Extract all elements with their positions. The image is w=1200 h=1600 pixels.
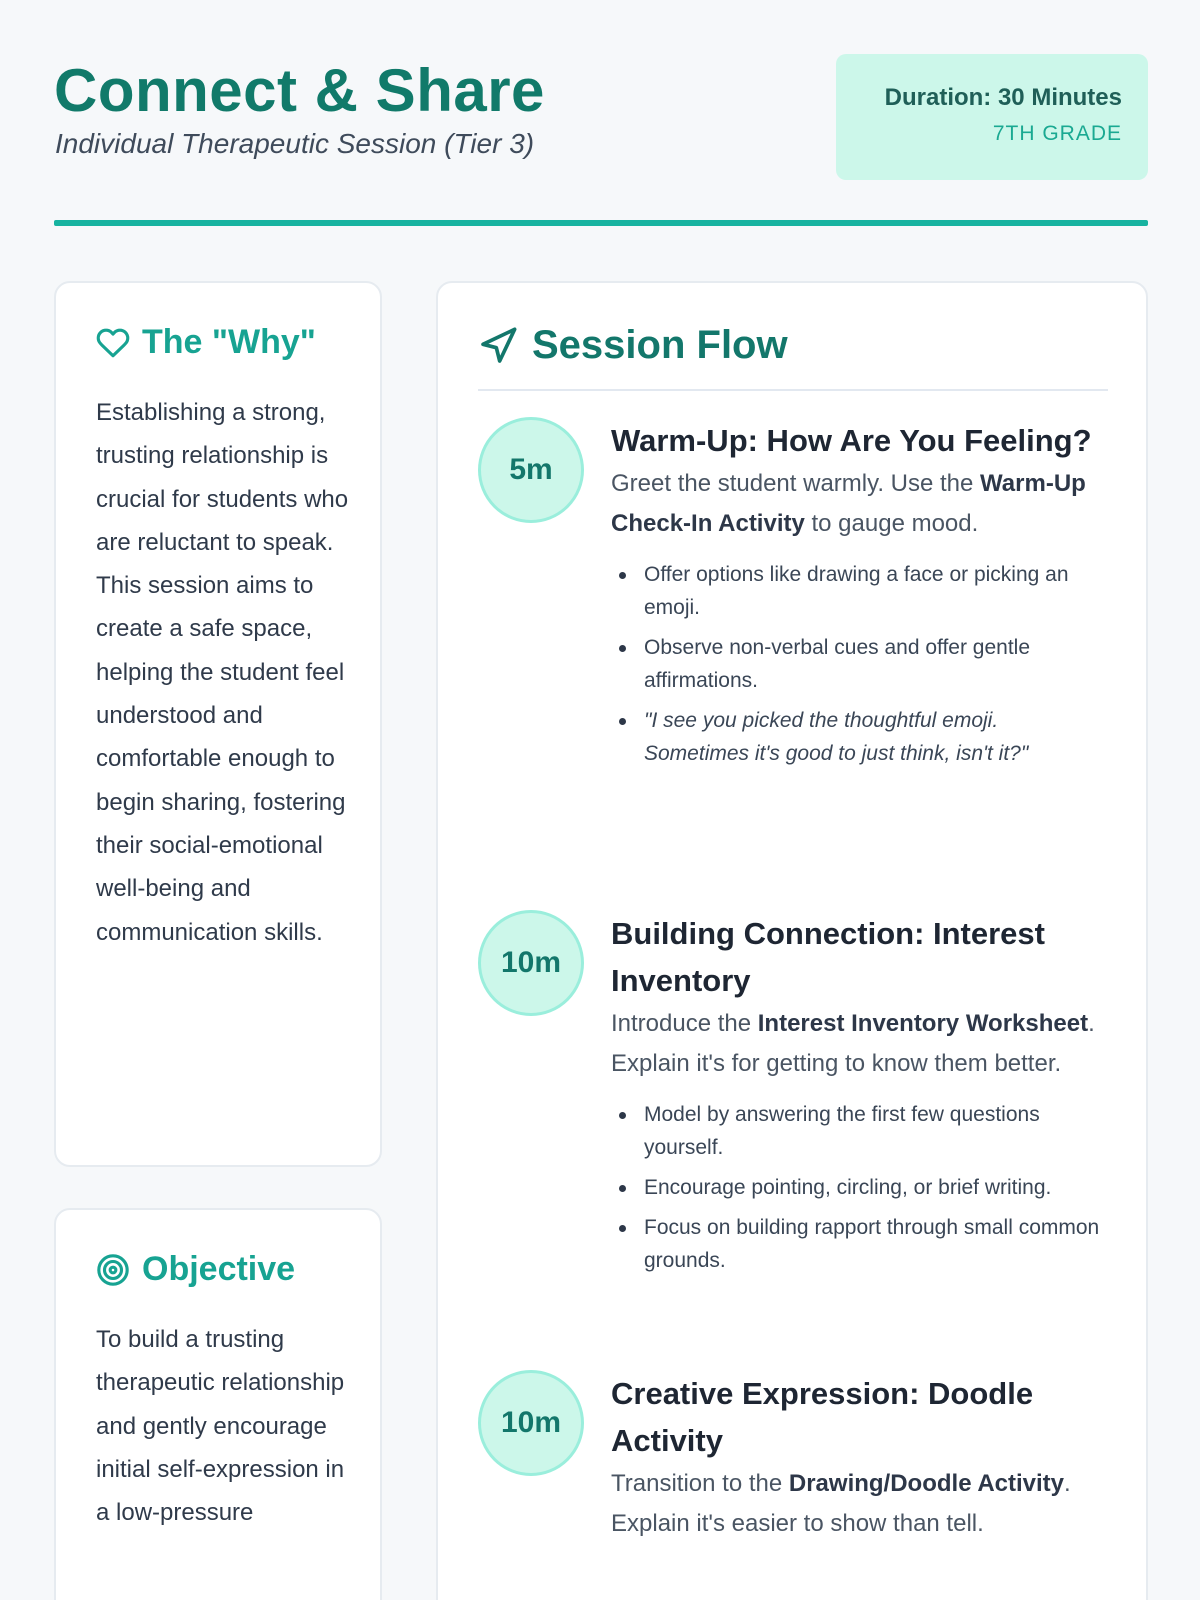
grade-label: 7TH GRADE	[992, 122, 1122, 145]
step-bullet-list	[611, 558, 1108, 770]
step-body	[611, 1370, 1108, 1544]
session-flow-card	[436, 281, 1148, 1600]
send-icon	[478, 326, 518, 366]
step-resource-name: Warm-Up Check-In Activity	[611, 470, 1086, 537]
page-subtitle: Individual Therapeutic Session (Tier 3)	[55, 128, 535, 159]
list-item: Observe non-verbal cues and offer gentle affirmations.	[611, 631, 1108, 697]
header-divider	[54, 220, 1148, 226]
step-duration-circle: 10m	[478, 1370, 584, 1476]
step-resource-name: Drawing/Doodle Activity	[788, 1470, 1065, 1497]
step-desc-text: Greet the student warmly. Use the	[611, 470, 981, 497]
step-body	[611, 910, 1108, 1284]
step-body	[611, 417, 1108, 777]
step-description	[611, 1464, 1108, 1544]
step-bullet-list	[611, 1098, 1108, 1277]
list-item: Model by answering the first few questions yourself.	[611, 1098, 1108, 1164]
page-header	[54, 52, 1148, 182]
step-duration-circle: 10m	[478, 910, 584, 1016]
step-desc-text: . Explain it's for getting to know them better.	[611, 1010, 1095, 1077]
session-flow-heading: Session Flow	[532, 323, 788, 367]
objective-text: To build a trusting therapeutic relationship and gently encourage initial self-expression in a low-pressure	[96, 1326, 345, 1527]
list-item: Encourage pointing, circling, or brief writing.	[611, 1171, 1108, 1204]
session-flow-divider	[478, 389, 1108, 391]
list-item-quote: "I see you picked the thoughtful emoji. Sometimes it's good to just think, isn't it?"	[611, 704, 1108, 770]
heart-icon	[96, 326, 130, 360]
target-icon	[96, 1253, 130, 1287]
step-desc-text: Transition to the	[611, 1470, 789, 1497]
step-title: Warm-Up: How Are You Feeling?	[611, 423, 1092, 458]
step-desc-text: Introduce the	[611, 1010, 758, 1037]
step-title: Building Connection: Interest Inventory	[611, 916, 1045, 998]
step-desc-text: . Explain it's easier to show than tell.	[611, 1470, 1071, 1537]
why-heading: The "Why"	[142, 323, 316, 361]
list-item: Offer options like drawing a face or picking an emoji.	[611, 558, 1108, 624]
step-description	[611, 1004, 1108, 1084]
objective-heading: Objective	[142, 1250, 296, 1288]
step-duration-circle: 5m	[478, 417, 584, 523]
why-card	[54, 281, 382, 1167]
duration-badge	[836, 54, 1148, 180]
step-desc-text: to gauge mood.	[804, 510, 979, 537]
objective-card	[54, 1208, 382, 1600]
step-description	[611, 464, 1108, 544]
objective-header	[96, 1250, 295, 1289]
step-title: Creative Expression: Doodle Activity	[611, 1376, 1034, 1458]
why-text: Establishing a strong, trusting relationship is crucial for students who are reluctant to speak. This session aims to create a safe space, helping the student feel understood and comfortable enough to begin sharing, fostering their social-emotional well-being and communication skills.	[96, 399, 349, 946]
list-item: Focus on building rapport through small common grounds.	[611, 1211, 1108, 1277]
session-flow-header	[478, 323, 788, 368]
page-title: Connect & Share	[54, 57, 545, 124]
duration-label: Duration: 30 Minutes	[884, 84, 1122, 111]
step-resource-name: Interest Inventory Worksheet	[757, 1010, 1089, 1037]
why-header	[96, 323, 316, 362]
